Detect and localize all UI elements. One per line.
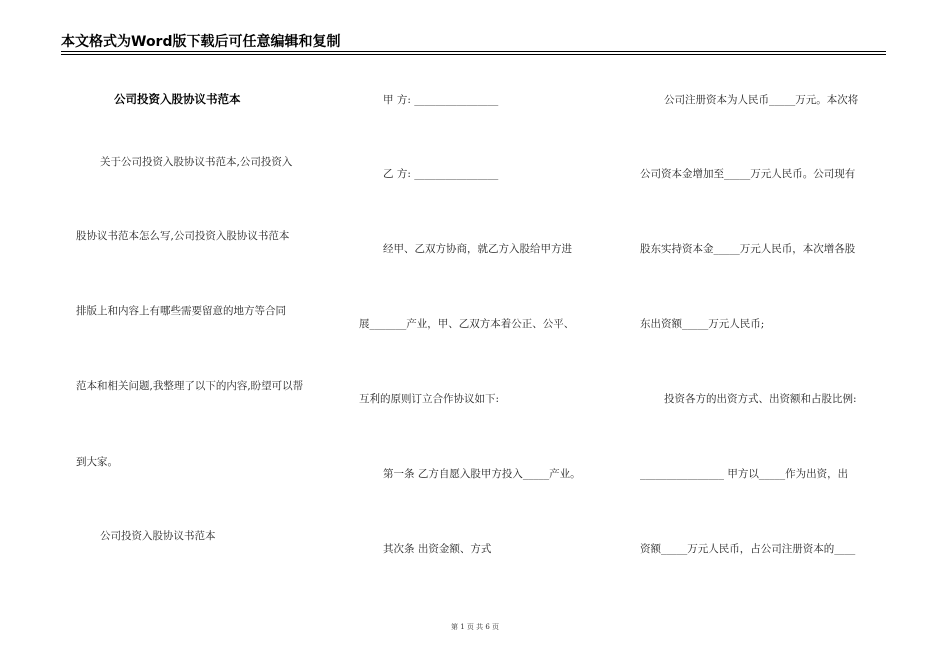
paragraph-line: 股东实持资本金_____万元人民币，本次增各股 (640, 243, 856, 255)
party-a-line: 甲 方: ________________ (383, 94, 499, 106)
header-rule-top (61, 51, 886, 52)
paragraph-line: 展_______产业，甲、乙双方本着公正、公平、 (359, 318, 575, 330)
paragraph-line: 股协议书范本怎么写,公司投资入股协议书范本 (76, 230, 290, 242)
paragraph-line: 投资各方的出资方式、出资额和占股比例: (664, 393, 857, 405)
document-title: 公司投资入股协议书范本 (114, 92, 241, 106)
paragraph-line: 互利的原则订立合作协议如下: (359, 393, 500, 405)
paragraph-line: ________________ 甲方以_____作为出资，出 (640, 468, 849, 480)
paragraph-line: 关于公司投资入股协议书范本,公司投资入 (100, 156, 293, 168)
document-header: 本文格式为Word版下载后可任意编辑和复制 (61, 34, 341, 50)
article-1-line: 第一条 乙方自愿入股甲方投入_____产业。 (383, 468, 581, 480)
paragraph-line: 排版上和内容上有哪些需要留意的地方等合同 (76, 305, 286, 317)
paragraph-line: 经甲、乙双方协商，就乙方入股给甲方进 (383, 243, 572, 255)
paragraph-line: 公司资本金增加至_____万元人民币。公司现有 (640, 168, 856, 180)
page-number: 第 1 页 共 6 页 (450, 623, 500, 631)
section-heading: 公司投资入股协议书范本 (100, 530, 216, 542)
article-2-line: 其次条 出资金额、方式 (383, 543, 492, 555)
party-b-line: 乙 方: ________________ (383, 168, 499, 180)
paragraph-line: 公司注册资本为人民币_____万元。本次将 (664, 94, 859, 106)
paragraph-line: 资额_____万元人民币，占公司注册资本的____ (640, 543, 856, 555)
header-rule-bottom (61, 54, 886, 55)
paragraph-line: 东出资额_____万元人民币; (640, 318, 765, 330)
paragraph-line: 到大家。 (76, 456, 118, 468)
paragraph-line: 范本和相关问题,我整理了以下的内容,盼望可以帮 (76, 380, 304, 392)
